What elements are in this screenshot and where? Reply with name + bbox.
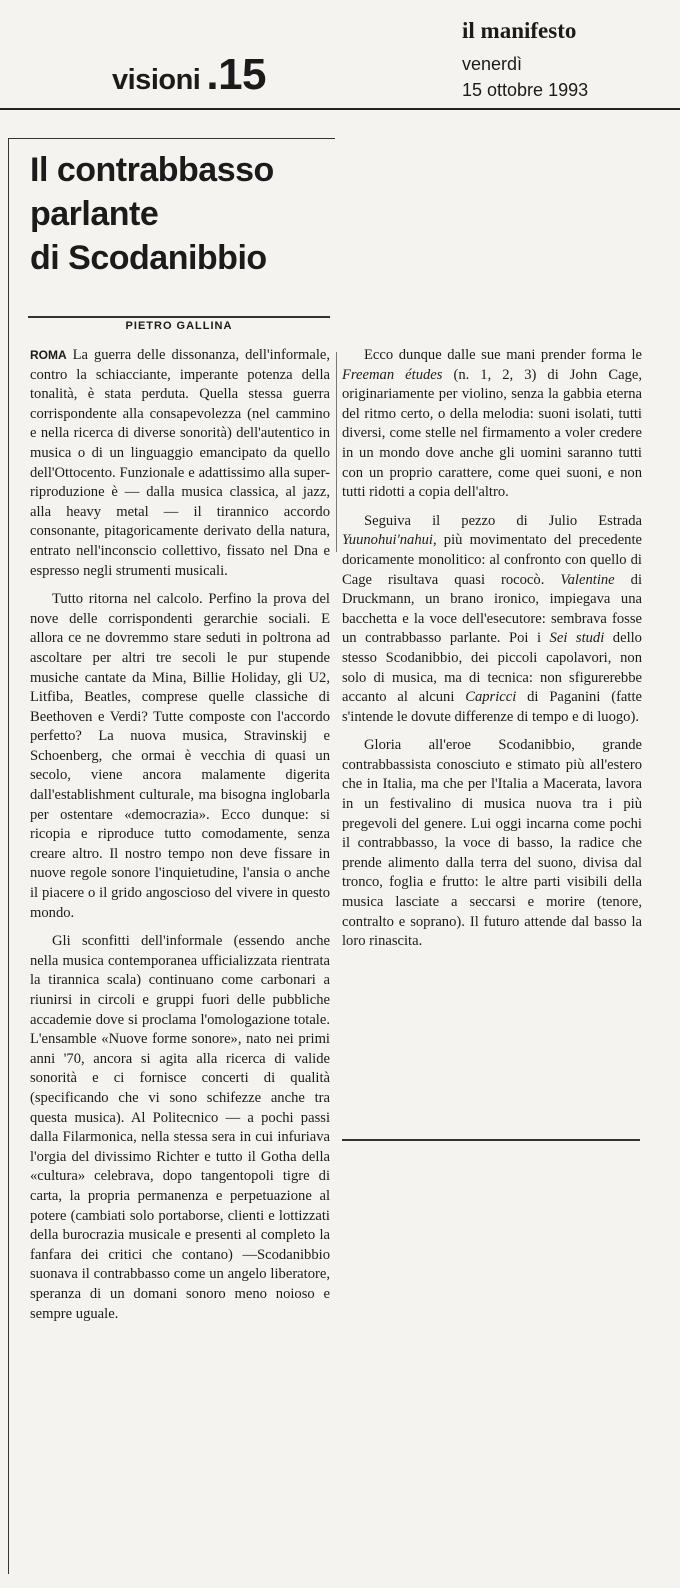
title-line: di Scodanibbio	[30, 239, 267, 277]
issue-date	[462, 51, 588, 103]
article-column-1	[30, 346, 330, 1333]
section-name: visioni	[112, 64, 201, 96]
header-rule	[0, 108, 680, 110]
paragraph: Gloria all'eroe Scodanibbio, grande contrabbassista conosciuto e stimato più all'estero che in Italia, ma che per l'Italia a Macerata, lavora in un festivalino di musica nuova tra i più pregevoli del genere. Lui oggi incarna come pochi il contrabbasso, la voce di basso, la radice che prende alimento dalla terra del suono, divisa dal tronco, foglia e frutto: le altre parti visibili della musica lasciate a seccarsi e morire (tenore, contralto e soprano). Il futuro attende dal basso la loro rinascita.	[342, 737, 642, 950]
dateline: ROMA	[30, 348, 67, 362]
article-title	[30, 148, 330, 280]
section-header	[112, 50, 266, 100]
work-title: Capricci	[465, 689, 517, 706]
page-number: .15	[206, 50, 267, 99]
work-title: Valentine	[560, 571, 615, 588]
paragraph: Ecco dunque dalle sue mani prender forma le Freeman études (n. 1, 2, 3) di John Cage, originariamente per violino, senza la gabbia eterna del ritmo certo, o della melodia: suoni isolati, tutti diversi, come stelle nel firmamento a voler credere in un mondo dove anche gli uomini saranno tutti con un proprio carattere, come quei suoni, e non tutti ridotti a copia dell'altro.	[342, 347, 642, 501]
article-column-2	[342, 346, 642, 961]
title-line: parlante	[30, 195, 159, 233]
work-title: Yuunohui'nahui	[342, 532, 433, 549]
paragraph: Tutto ritorna nel calcolo. Perfino la prova del nove delle corrispondenti gerarchie sociali. E allora ce ne dovremmo stare seduti in poltrona ad ascoltare per altri tre secoli le pur stupende musiche cantate da Mina, Billie Holiday, gli U2, Litfiba, Beatles, comprese quelle classiche di Beethoven e Verdi? Tutte composte con l'accordo perfetto? La nuova musica, Stravinskij e Schoenberg, che ormai è vecchia di quasi un secolo, viene ancora malamente digerita dall'establishment culturale, ma bisogna inglobarla per ostentare «democrazia». Ecco dunque: si ricopia e riproduce tutto comodamente, senza creare altro. Il nostro tempo non deve fissare in nuove regole sonore l'inquietudine, l'ansia o anche il piacere o il grido angoscioso del vivere in questo mondo.	[30, 591, 330, 921]
work-title: Freeman études	[342, 366, 443, 383]
newspaper-name: il manifesto	[462, 18, 577, 43]
column-separator	[336, 352, 337, 552]
paragraph: Seguiva il pezzo di Julio Estrada Yuunohui'nahui, più movimentato del precedente doricamente monolitico: al confronto con quello di Cage risultava quasi rococò. Valentine di Druckmann, un brano ironico, impiegava una bacchetta e la voce dell'esecutore: sembrava fosse un contrabbasso parlante. Poi i Sei studi dello stesso Scodanibbio, dei piccoli capolavori, non solo di musica, ma di tecnica: non sfigurerebbe accanto al alcuni Capricci di Paganini (fatte s'intende le dovute differenze di tempo e di luogo).	[342, 512, 642, 725]
article-end-rule	[342, 1139, 640, 1141]
issue-full-date: 15 ottobre 1993	[462, 80, 589, 100]
byline-rule	[28, 316, 330, 318]
paragraph-text: La guerra delle dissonanza, dell'informale, contro la schiacciante, imperante potenza della tonalità, è stata perduta. Quella stessa guerra corrispondente alla consapevolezza (nel cammino e nella ricerca di diverse sonorità) dell'autentico in musica o di un linguaggio emancipato da quello dell'Ottocento. Funzionale e adattissimo alla super-riproduzione è — dalla musica classica, al jazz, alla heavy metal — il tirannico accordo consonante, pitagoricamente derivato della natura, entrato nell'inconscio collettivo, fissato nel Dna e espresso negli strumenti musicali.	[30, 347, 330, 579]
paragraph	[30, 346, 330, 581]
byline: PIETRO GALLINA	[125, 320, 233, 332]
work-title: Sei studi	[549, 630, 605, 647]
paragraph: Gli sconfitti dell'informale (essendo anche nella musica contemporanea ufficializzata rientrata la tirannica scala) continuano come carbonari a riunirsi in circoli e gruppi fuori delle pubbliche accademie dove si proclama l'omologazione totale. L'ensamble «Nuove forme sonore», nato nei primi anni '70, ancora si agita alla ricerca di valide sonorità e ci fornisce concerti di qualità (specificando che vi sono schifezze anche tra questa musica). Al Politecnico — a pochi passi dalla Filarmonica, nella stessa sera in cui infuriava l'orgia del divissimo Richter e tutto il Gotha della «cultura» celebrava, dopo tangentopoli tigre di carta, la propria permanenza e perpetuazione al potere (cambiati solo portaborse, clienti e lottizzati della burocrazia musicale e presenti al completo la fanfara dei critici che contano) —Scodanibbio suonava il contrabbasso come un angelo liberatore, speranza di un domani sonoro meno noioso e sempre uguale.	[30, 933, 330, 1322]
issue-weekday: venerdì	[462, 54, 523, 74]
title-line: Il contrabbasso	[30, 151, 274, 189]
